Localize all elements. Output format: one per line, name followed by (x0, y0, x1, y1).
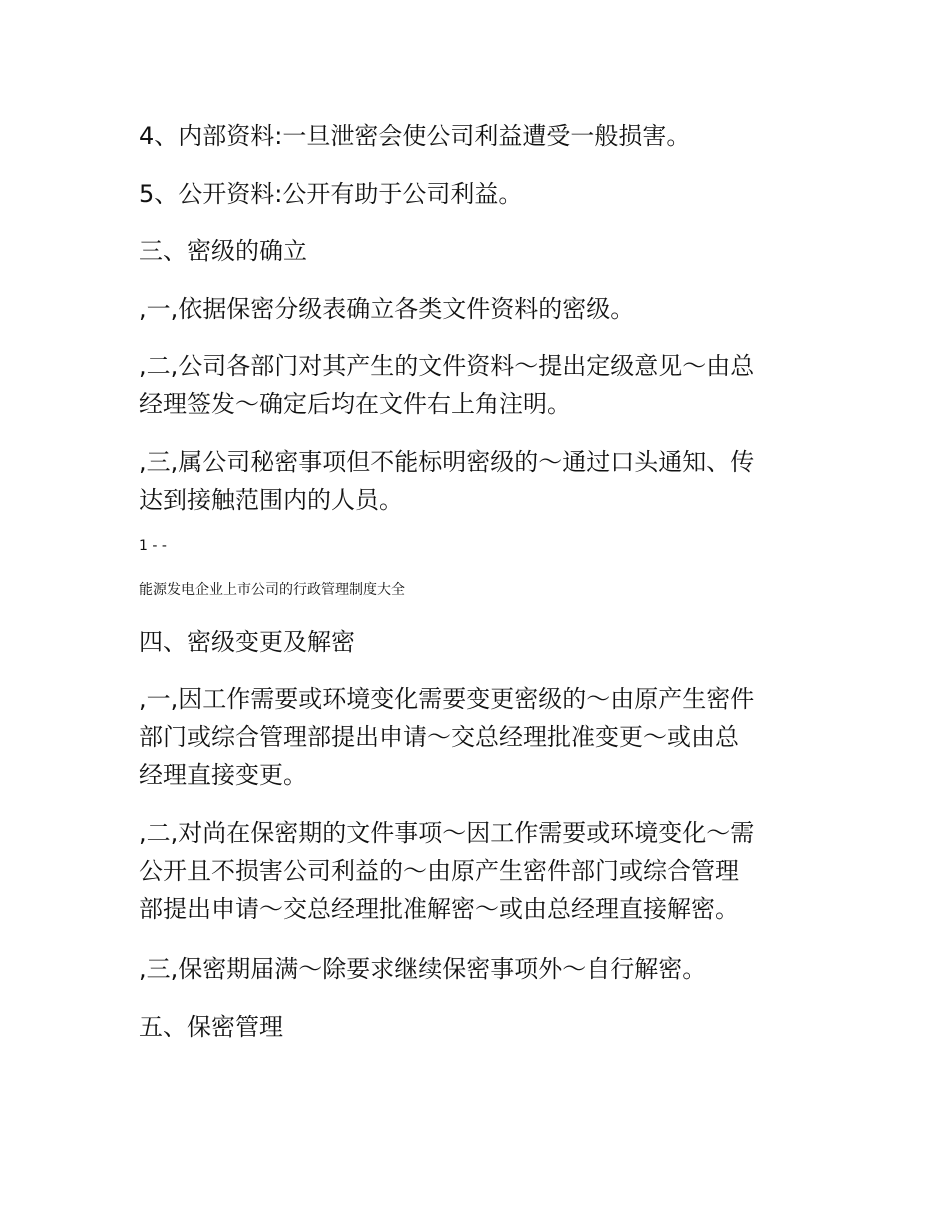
list-item-5: 5、公开资料:公开有助于公司利益。 (139, 180, 523, 208)
paragraph-3-3 (139, 443, 829, 519)
paragraph-line: ,三,属公司秘密事项但不能标明密级的～通过口头通知、传 (139, 448, 755, 476)
running-header: 能源发电企业上市公司的行政管理制度大全 (139, 582, 405, 598)
paragraph-line: 公开且不损害公司利益的～由原产生密件部门或综合管理 (139, 857, 739, 885)
paragraph-line: 经理签发～确定后均在文件右上角注明。 (139, 390, 571, 418)
page-number: 1 - - (139, 538, 167, 554)
list-item-4: 4、内部资料:一旦泄密会使公司利益遭受一般损害。 (139, 122, 691, 150)
paragraph-line: 经理直接变更。 (139, 761, 307, 789)
paragraph-line: 部提出申请～交总经理批准解密～或由总经理直接解密。 (139, 895, 739, 923)
paragraph-line: ,二,公司各部门对其产生的文件资料～提出定级意见～由总 (139, 352, 755, 380)
paragraph-3-1: ,一,依据保密分级表确立各类文件资料的密级。 (139, 295, 635, 323)
section-heading-5: 五、保密管理 (139, 1013, 283, 1041)
paragraph-3-2 (139, 347, 829, 423)
section-heading-4: 四、密级变更及解密 (139, 628, 355, 656)
paragraph-4-1 (139, 680, 829, 794)
paragraph-4-2 (139, 814, 829, 928)
paragraph-line: 达到接触范围内的人员。 (139, 486, 403, 514)
paragraph-4-3: ,三,保密期届满～除要求继续保密事项外～自行解密。 (139, 955, 707, 983)
paragraph-line: ,一,因工作需要或环境变化需要变更密级的～由原产生密件 (139, 685, 755, 713)
paragraph-line: 部门或综合管理部提出申请～交总经理批准变更～或由总 (139, 723, 739, 751)
section-heading-3: 三、密级的确立 (139, 237, 307, 265)
paragraph-line: ,二,对尚在保密期的文件事项～因工作需要或环境变化～需 (139, 819, 755, 847)
